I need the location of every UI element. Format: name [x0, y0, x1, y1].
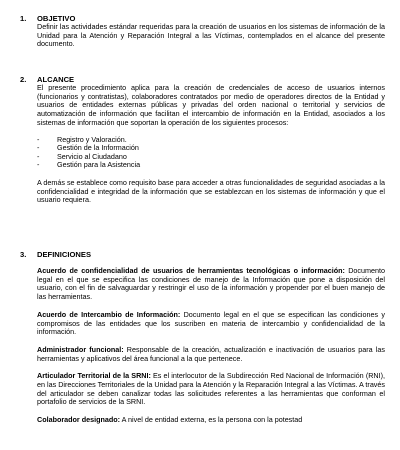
- definition-item: [37, 311, 385, 337]
- definition-term: Administrador funcional:: [37, 344, 124, 354]
- section-title: ALCANCE: [37, 75, 75, 84]
- alcance-text-2: A demás se establece como requisito base para acceder a otras funcionalidades de seguridad asociadas a la confidencialidad e integridad de la información que se establezcan en los sistemas de información y que el usuario requiera.: [37, 177, 386, 205]
- section-alcance: [20, 75, 385, 205]
- definition-term: Articulador Territorial de la SRNI:: [37, 371, 151, 381]
- section-title: OBJETIVO: [37, 14, 76, 23]
- definition-item: [37, 372, 385, 407]
- definition-text: A nivel de entidad externa, es la persona con la potestad: [120, 415, 303, 425]
- process-list: [37, 136, 385, 170]
- definition-text: Documento legal en el que se especifica las condiciones de manejo de la Información que pone a disposición del usuario, con el fin de salvaguardar y restringir el uso de la información y propender por el buen manejo de las herramientas.: [37, 266, 385, 302]
- definition-text: Documento legal en el que se especifican las condiciones y compromisos de las entidades que los suscriben en materia de intercambio y confidencialidad de la información.: [37, 309, 385, 337]
- section-definiciones: [20, 250, 385, 425]
- definition-item: [37, 416, 385, 425]
- definition-term: Acuerdo de confidencialidad de usuarios de herramientas tecnológicas o información:: [37, 266, 345, 275]
- objetivo-text: Definir las actividades estándar requeridas para la creación de usuarios en los sistemas de información de la Unidad para la Atención y Reparación Integral a las Víctimas, contemplados en el alcance del presente documento.: [37, 22, 385, 49]
- list-item: - Servicio al Ciudadano: [37, 151, 127, 161]
- section-number: 1.: [20, 14, 27, 23]
- definition-text: Responsable de la creación, actualización e inactivación de usuarios para las herramientas y aplicativos del área funcional a la que pertenece.: [37, 344, 385, 363]
- section-title: DEFINICIONES: [37, 250, 92, 259]
- list-item: - Registro y Valoración.: [37, 134, 127, 144]
- section-number: 2.: [20, 75, 27, 84]
- definition-text: Es el interlocutor de la Subdirección Red Nacional de Información (RNI), en las Direcciones Territoriales de la Unidad para la Atención y la Reparación Integral a las Víctimas. A través del articulador se deben canalizar todas las solicitudes referentes a las herramientas que conforman el portafolio de servicios de la SRNI.: [37, 371, 385, 407]
- definition-term: Colaborador designado:: [37, 415, 121, 425]
- alcance-text: El presente procedimiento aplica para la creación de credenciales de acceso de usuarios internos (funcionarios y contratistas), colaboradores contratados por medio de operadores directos de la Entidad y usuarios de entidades externas públicas y privadas del orden nacional o territorial y servicios de automatización de información que facilitan el intercambio de información en la Entidad, asociados a los sistemas de información que soportan la operación de los siguientes procesos:: [37, 83, 385, 127]
- definition-item: [37, 267, 385, 302]
- definition-term: Acuerdo de Intercambio de Información:: [37, 309, 181, 319]
- list-item: - Gestión de la Información: [37, 143, 139, 153]
- section-number: 3.: [20, 250, 27, 259]
- list-item: - Gestión para la Asistencia: [37, 160, 141, 170]
- section-objetivo: [20, 14, 385, 49]
- section-heading: [20, 250, 385, 259]
- definition-item: [37, 346, 385, 363]
